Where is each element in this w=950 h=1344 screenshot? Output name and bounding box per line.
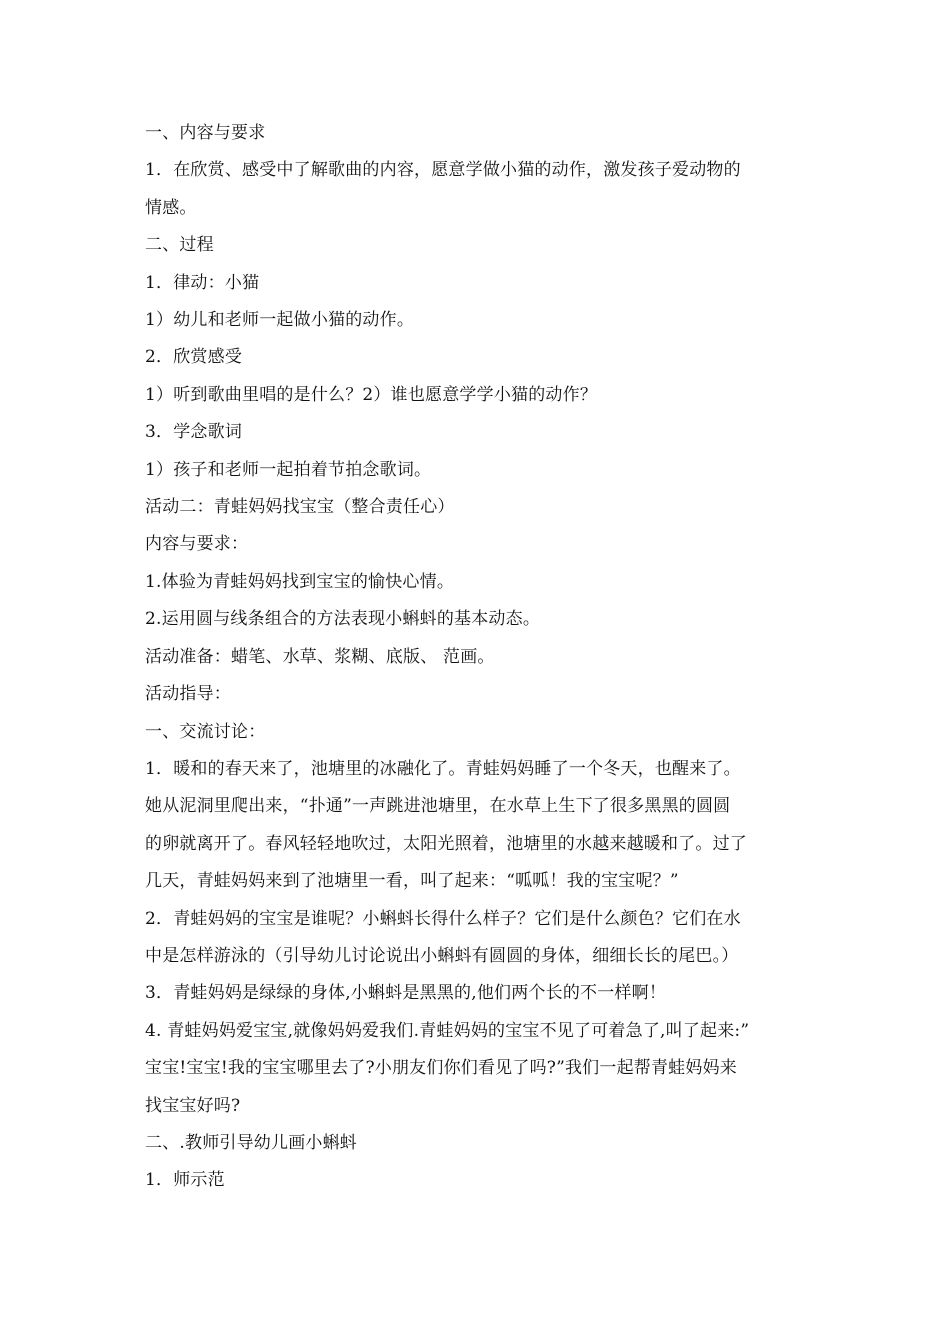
activity-preparation: 活动准备：蜡笔、水草、浆糊、底版、 范画。 <box>145 646 495 667</box>
list-item: 1）孩子和老师一起拍着节拍念歌词。 <box>145 459 432 480</box>
paragraph-line: 几天，青蛙妈妈来到了池塘里一看，叫了起来：“呱呱！我的宝宝呢？” <box>145 871 679 892</box>
heading-activity-guidance: 活动指导： <box>145 684 231 705</box>
heading-discussion: 一、交流讨论： <box>145 721 266 742</box>
heading-teacher-guidance: 二、.教师引导幼儿画小蝌蚪 <box>145 1132 358 1153</box>
heading-requirements: 内容与要求： <box>145 534 249 555</box>
list-item: 2.运用圆与线条组合的方法表现小蝌蚪的基本动态。 <box>145 609 541 630</box>
paragraph-line: 1．在欣赏、感受中了解歌曲的内容，愿意学做小猫的动作，激发孩子爱动物的 <box>145 160 741 181</box>
list-item: 1.体验为青蛙妈妈找到宝宝的愉快心情。 <box>145 571 455 592</box>
paragraph-line: 4. 青蛙妈妈爱宝宝,就像妈妈爱我们.青蛙妈妈的宝宝不见了可着急了,叫了起来:” <box>145 1020 750 1041</box>
list-item: 3．学念歌词 <box>145 422 243 443</box>
list-item: 1．师示范 <box>145 1170 225 1191</box>
heading-content-requirements: 一、内容与要求 <box>145 123 266 143</box>
paragraph-line: 中是怎样游泳的（引导幼儿讨论说出小蝌蚪有圆圆的身体，细细长长的尾巴。） <box>145 945 739 966</box>
list-item: 2．欣赏感受 <box>145 347 243 368</box>
paragraph-line: 1．暖和的春天来了，池塘里的冰融化了。青蛙妈妈睡了一个冬天，也醒来了。 <box>145 758 741 779</box>
paragraph-line: 2．青蛙妈妈的宝宝是谁呢？小蝌蚪长得什么样子？它们是什么颜色？它们在水 <box>145 908 741 929</box>
paragraph-line: 宝宝!宝宝!我的宝宝哪里去了?小朋友们你们看见了吗?”我们一起帮青蛙妈妈来 <box>145 1058 737 1079</box>
heading-activity-two: 活动二：青蛙妈妈找宝宝（整合责任心） <box>145 497 455 518</box>
heading-process: 二、过程 <box>145 235 214 256</box>
document-body <box>145 115 810 1200</box>
list-item: 1）听到歌曲里唱的是什么？2）谁也愿意学学小猫的动作？ <box>145 384 598 405</box>
list-item: 1）幼儿和老师一起做小猫的动作。 <box>145 310 415 331</box>
paragraph-line: 3．青蛙妈妈是绿绿的身体,小蝌蚪是黑黑的,他们两个长的不一样啊！ <box>145 983 667 1004</box>
list-item: 1．律动：小猫 <box>145 272 260 293</box>
paragraph-line: 她从泥洞里爬出来，“扑通”一声跳进池塘里，在水草上生下了很多黑黑的圆圆 <box>145 796 731 817</box>
paragraph-line: 找宝宝好吗? <box>145 1095 241 1116</box>
paragraph-line: 的卵就离开了。春风轻轻地吹过，太阳光照着，池塘里的水越来越暖和了。过了 <box>145 833 747 854</box>
paragraph-line: 情感。 <box>145 197 197 218</box>
